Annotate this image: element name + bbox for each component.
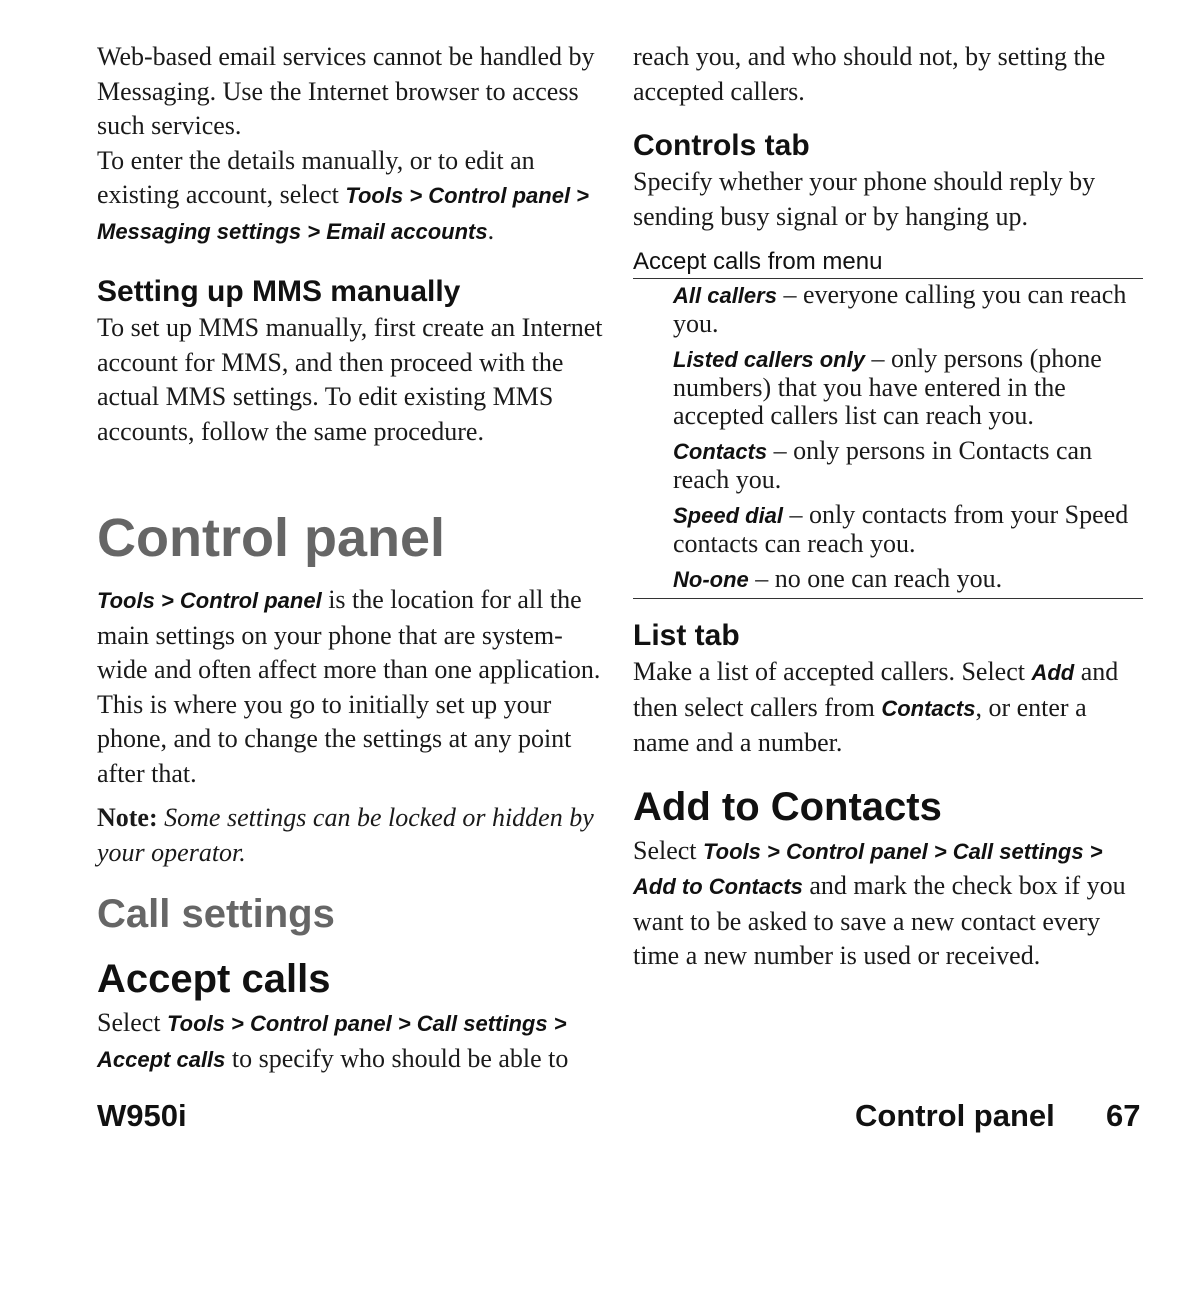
- add-to-contacts-paragraph: [633, 834, 1143, 974]
- menu-desc: – only persons (phone numbers) that you have entered in the accepted callers list can reach you.: [673, 344, 1102, 430]
- list-text-3: , or enter a name and a number.: [633, 692, 1087, 757]
- footer-section: Control panel: [855, 1098, 1055, 1133]
- call-settings-heading: Call settings: [97, 892, 335, 936]
- accept-calls-heading: Accept calls: [97, 957, 331, 1001]
- accept-calls-path: Tools > Control panel > Call settings > Accept calls: [97, 1011, 567, 1072]
- add-to-contacts-heading: Add to Contacts: [633, 784, 942, 829]
- control-panel-path: Tools > Control panel: [97, 588, 322, 613]
- menu-term: Speed dial: [673, 503, 784, 528]
- control-panel-title: Control panel: [97, 508, 445, 568]
- menu-item-speed-dial: [673, 501, 1143, 558]
- email-accounts-path: Tools > Control panel > Messaging settings > Email accounts: [97, 183, 590, 244]
- control-panel-text: is the location for all the main settings on your phone that are system-wide and often affect more than one application. This is where you go to initially set up your phone, and to change the settings at any point after that.: [97, 585, 601, 788]
- add-text-1: Select: [633, 835, 704, 865]
- menu-term: No-one: [673, 567, 749, 592]
- menu-item-listed-callers: [673, 345, 1143, 430]
- menu-item-no-one: [673, 565, 1143, 594]
- accept-calls-text-start: Select: [97, 1008, 168, 1037]
- add-to-contacts-path: Tools > Control panel > Call settings > Add to Contacts: [633, 838, 1103, 899]
- menu-term: Contacts: [673, 439, 768, 464]
- list-tab-paragraph: [633, 655, 1143, 761]
- mms-heading: Setting up MMS manually: [97, 275, 461, 308]
- right-column: [633, 40, 1143, 974]
- add-term: Add: [1031, 660, 1075, 685]
- manual-entry-paragraph: [97, 144, 607, 250]
- list-tab-heading: List tab: [633, 619, 740, 652]
- mms-paragraph: To set up MMS manually, first create an Internet account for MMS, and then proceed with the actual MMS settings. To edit existing MMS accounts, follow the same procedure.: [97, 313, 603, 446]
- menu-desc: – only contacts from your Speed contacts can reach you.: [673, 500, 1129, 558]
- note-paragraph: [97, 801, 607, 870]
- contacts-term: Contacts: [881, 695, 976, 721]
- menu-table-heading: Accept calls from menu: [633, 248, 1143, 279]
- accept-calls-text-end: to specify who should be able to: [225, 1043, 569, 1073]
- list-text-1: Make a list of accepted callers. Select: [633, 657, 1032, 686]
- controls-tab-heading: Controls tab: [633, 129, 810, 162]
- add-text-2: and mark the check box if you want to be asked to save a new contact every time a new number is used or received.: [633, 871, 1126, 970]
- manual-entry-end: .: [487, 215, 495, 245]
- footer-model: W950i: [97, 1098, 187, 1133]
- menu-item-all-callers: [673, 281, 1143, 338]
- left-column: [97, 40, 607, 1077]
- menu-desc: – no one can reach you.: [748, 564, 1003, 593]
- menu-desc: – everyone calling you can reach you.: [673, 280, 1127, 338]
- accept-calls-menu-table: [633, 248, 1143, 599]
- menu-item-contacts: [673, 437, 1143, 494]
- accept-calls-paragraph: [97, 1006, 607, 1077]
- menu-table-body: [633, 279, 1143, 599]
- note-label: Note:: [97, 803, 158, 832]
- webmail-paragraph: Web-based email services cannot be handled by Messaging. Use the Internet browser to access such services.: [97, 42, 595, 140]
- menu-desc: – only persons in Contacts can reach you.: [673, 436, 1093, 494]
- note-text: Some settings can be locked or hidden by your operator.: [97, 803, 594, 867]
- menu-term: All callers: [673, 283, 777, 308]
- menu-term: Listed callers only: [673, 347, 865, 372]
- manual-entry-text: To enter the details manually, or to edit an existing account, select: [97, 145, 535, 209]
- footer-page-number: 67: [1106, 1098, 1141, 1133]
- control-panel-paragraph: [97, 583, 607, 791]
- continued-paragraph: reach you, and who should not, by setting the accepted callers.: [633, 42, 1106, 106]
- controls-tab-paragraph: Specify whether your phone should reply by sending busy signal or by hanging up.: [633, 167, 1096, 231]
- list-text-2: and then select callers from: [633, 657, 1119, 722]
